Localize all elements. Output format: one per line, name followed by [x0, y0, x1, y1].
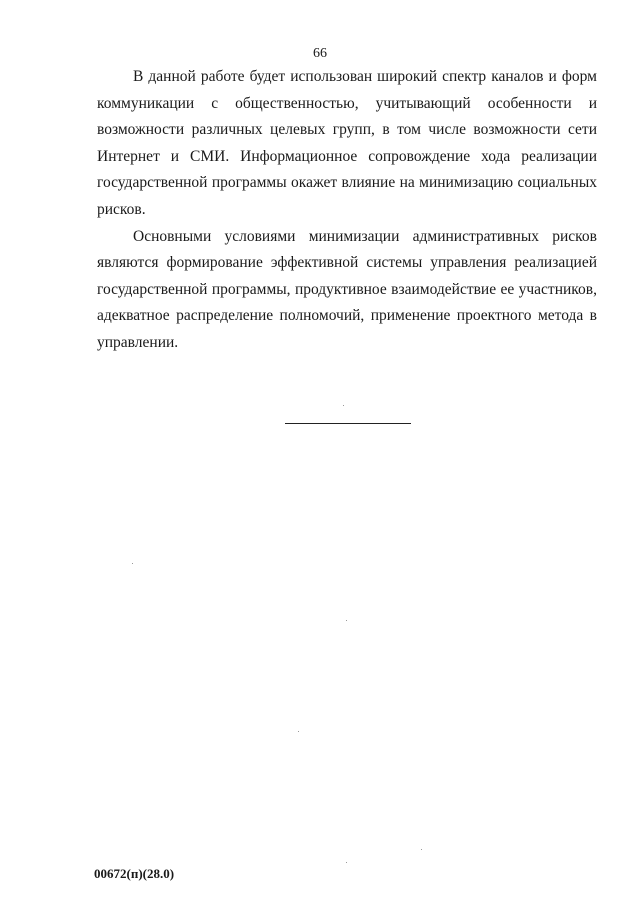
scan-speck: [346, 620, 347, 621]
body-text: [97, 64, 597, 357]
document-code: 00672(п)(28.0): [94, 866, 175, 881]
section-separator-line: [285, 423, 411, 424]
page-number: 66: [313, 46, 327, 61]
paragraph-administrative-risks: Основными условиями минимизации административных рисков являются формирование эффективной системы управления реализацией государственной программы, продуктивное взаимодействие ее участников, адекватное распределение полномочий, применение проектного метода в управлении.: [97, 227, 597, 351]
scan-speck: [298, 731, 299, 732]
scan-speck: [132, 563, 133, 564]
scan-speck: [421, 849, 422, 850]
scan-speck: [343, 405, 344, 406]
scan-speck: [346, 862, 347, 863]
paragraph-communication: В данной работе будет использован широкий спектр каналов и форм коммуникации с общественностью, учитывающий особенности и возможности различных целевых групп, в том числе возможности сети Интернет и СМИ. Информационное сопровождение хода реализации государственной программы окажет влияние на минимизацию социальных рисков.: [97, 68, 597, 218]
